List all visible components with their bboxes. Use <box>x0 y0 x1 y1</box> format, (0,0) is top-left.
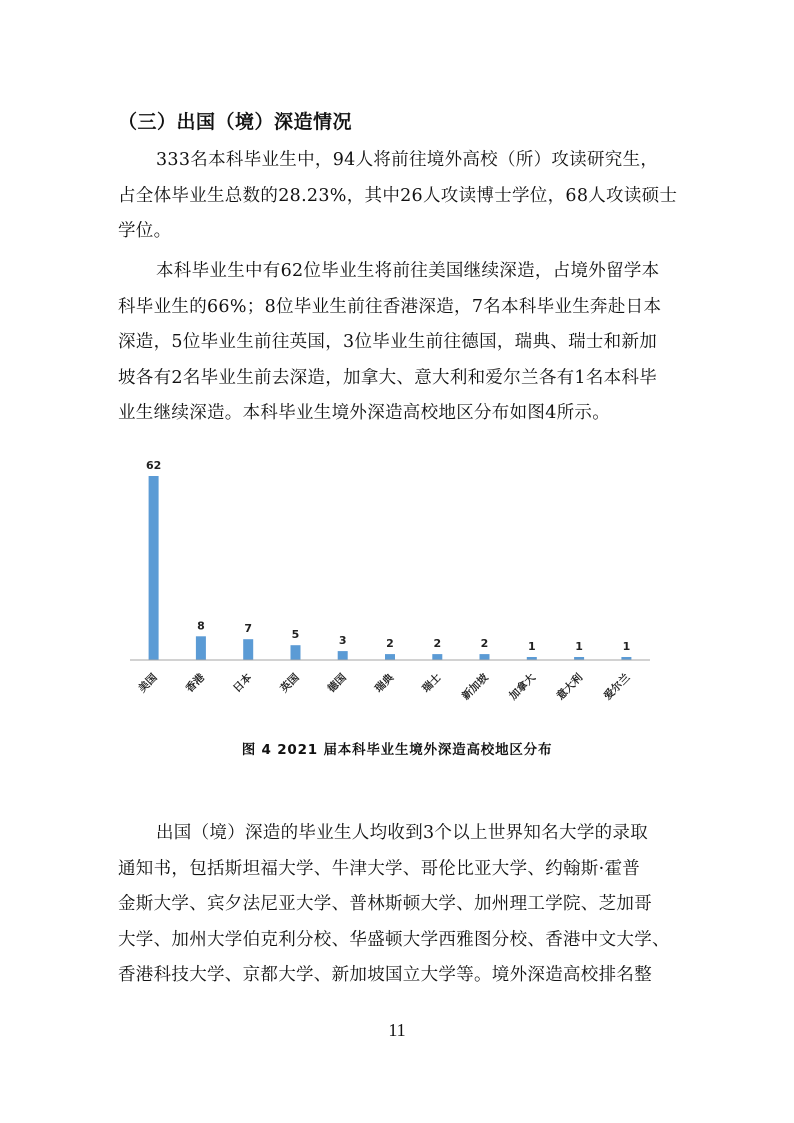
category-label: 英国 <box>278 671 302 695</box>
bar-1 <box>149 476 159 660</box>
bar-8 <box>480 654 490 660</box>
data-label: 2 <box>433 637 442 651</box>
text-line: 深造，5位毕业生前往英国，3位毕业生前往德国，瑞典、瑞士和新加 <box>118 332 658 352</box>
data-label: 62 <box>145 459 162 472</box>
text-line: 学位。 <box>118 221 172 241</box>
category-label: 新加坡 <box>459 671 491 703</box>
bar-4 <box>291 645 301 660</box>
data-label: 5 <box>291 628 300 642</box>
category-label: 瑞士 <box>420 671 444 695</box>
data-label: 1 <box>575 640 583 653</box>
text-line: 金斯大学、宾夕法尼亚大学、普林斯顿大学、加州理工学院、芝加哥 <box>118 894 652 914</box>
text-line: 出国（境）深造的毕业生人均收到3个以上世界知名大学的录取 <box>156 823 649 843</box>
data-label: 3 <box>338 634 347 648</box>
category-label: 德国 <box>325 671 349 695</box>
category-label: 瑞典 <box>372 671 397 695</box>
text-line: 大学、加州大学伯克利分校、华盛顿大学西雅图分校、香港中文大学、 <box>118 929 670 950</box>
category-label: 日本 <box>230 671 255 695</box>
data-label: 8 <box>197 619 205 633</box>
data-label: 1 <box>527 640 536 653</box>
category-label: 爱尔兰 <box>601 671 633 703</box>
paragraph-overseas-summary <box>118 143 678 250</box>
paragraph-destination-breakdown <box>118 254 678 432</box>
text-line: 333名本科毕业生中，94人将前往境外高校（所）攻读研究生， <box>156 150 659 170</box>
data-label: 1 <box>622 640 631 653</box>
category-label: 意大利 <box>554 671 586 703</box>
text-line: 本科毕业生中有62位毕业生将前往美国继续深造，占境外留学本 <box>156 261 660 281</box>
category-label: 加拿大 <box>507 671 538 703</box>
section-heading: （三）出国（境）深造情况 <box>118 111 353 133</box>
data-label: 2 <box>386 637 394 651</box>
data-label: 2 <box>480 637 489 651</box>
category-label: 香港 <box>183 671 208 695</box>
figure-caption: 图 4 2021 届本科毕业生境外深造高校地区分布 <box>241 742 553 758</box>
data-label: 7 <box>244 622 253 636</box>
category-label: 美国 <box>136 671 160 695</box>
bar-3 <box>243 639 253 660</box>
bar-6 <box>385 654 395 660</box>
text-line: 占全体毕业生总数的28.23%，其中26人攻读博士学位，68人攻读硕士 <box>118 185 678 206</box>
bar-5 <box>338 651 348 660</box>
text-line: 科毕业生的66%；8位毕业生前往香港深造，7名本科毕业生奔赴日本 <box>118 296 662 317</box>
text-line: 业生继续深造。本科毕业生境外深造高校地区分布如图4所示。 <box>118 403 611 423</box>
destination-bar-chart <box>118 450 663 710</box>
page-number: 11 <box>388 1020 406 1040</box>
paragraph-admissions <box>118 816 678 994</box>
text-line: 香港科技大学、京都大学、新加坡国立大学等。境外深造高校排名整 <box>118 965 652 985</box>
text-line: 通知书，包括斯坦福大学、牛津大学、哥伦比亚大学、约翰斯·霍普 <box>118 858 641 879</box>
bar-7 <box>432 654 442 660</box>
text-line: 坡各有2名毕业生前去深造，加拿大、意大利和爱尔兰各有1名本科毕 <box>118 367 658 388</box>
bar-2 <box>196 636 206 660</box>
